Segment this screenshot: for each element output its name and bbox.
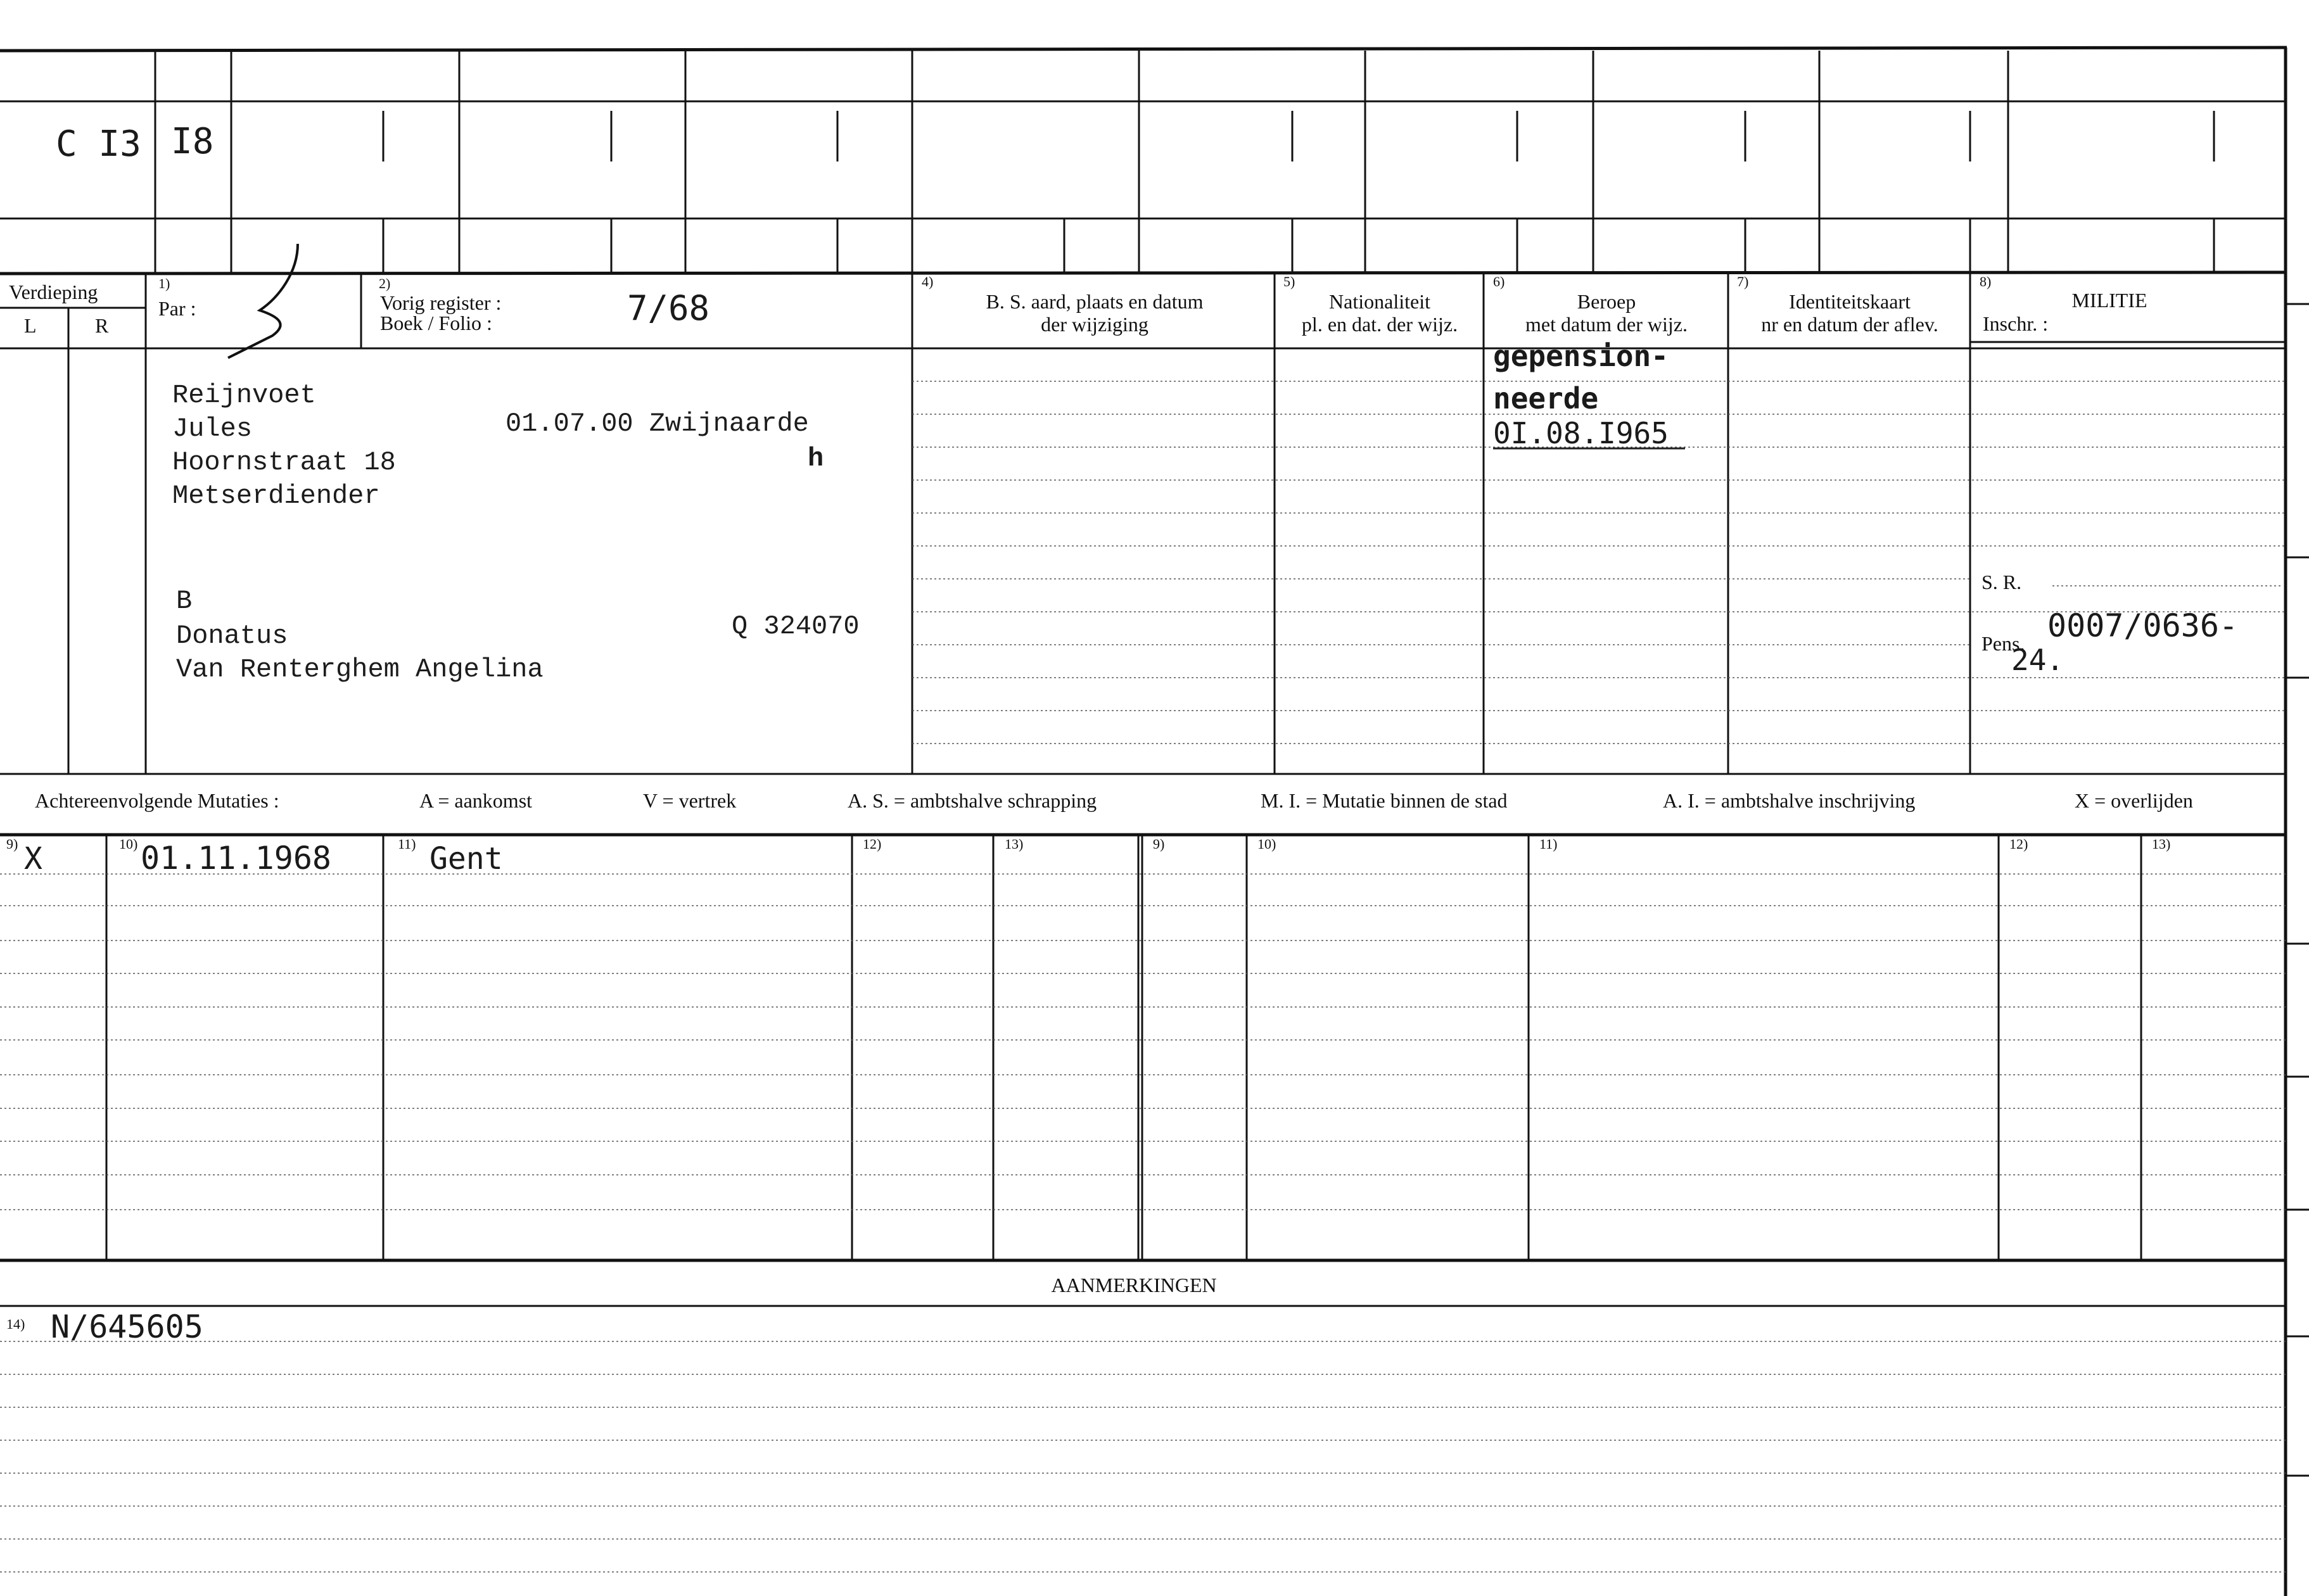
- civil-status: B: [176, 586, 193, 616]
- aanmerkingen-label: AANMERKINGEN: [1051, 1274, 1217, 1296]
- surname: Reijnvoet: [172, 380, 316, 410]
- top-grid: [0, 48, 2287, 1596]
- identiteitskaart-label: Identiteitskaart: [1789, 290, 1911, 313]
- footnote-10-right: 10): [1257, 836, 1276, 852]
- margin-ticks: [2286, 304, 2309, 1476]
- par-label: Par :: [158, 297, 196, 320]
- legend-mi: M. I. = Mutatie binnen de stad: [1261, 789, 1508, 812]
- legend-v: V = vertrek: [643, 789, 737, 812]
- footnote-14: 14): [6, 1316, 25, 1332]
- spouse-name: Van Renterghem Angelina: [176, 654, 544, 685]
- card-number: I8: [171, 121, 214, 162]
- footnote-1: 1): [158, 276, 170, 291]
- beroep-date: 0I.08.I965: [1493, 416, 1669, 450]
- inschr-label: Inschr. :: [1983, 312, 2049, 335]
- footnote-11-right: 11): [1539, 836, 1558, 852]
- footnote-13: 13): [1005, 836, 1024, 852]
- mutation-place: Gent: [429, 841, 503, 877]
- pens-label: Pens.: [1981, 632, 2025, 655]
- legend-x: X = overlijden: [2075, 789, 2193, 812]
- mutation-date: 01.11.1968: [141, 840, 332, 877]
- remark-value: N/645605: [51, 1308, 203, 1345]
- beroep-value-1: gepension-: [1493, 339, 1669, 373]
- legend-a: A = aankomst: [419, 789, 533, 812]
- identiteitskaart-label-2: nr en datum der aflev.: [1761, 313, 1938, 336]
- footnote-7: 7): [1737, 274, 1749, 289]
- mutations-title: Achtereenvolgende Mutaties :: [35, 789, 279, 812]
- address: Hoornstraat 18: [172, 447, 396, 478]
- verdieping-label: Verdieping: [9, 281, 98, 303]
- vorig-register-value: 7/68: [627, 288, 710, 328]
- militie-label: MILITIE: [2071, 289, 2147, 312]
- footnote-9: 9): [6, 836, 18, 852]
- nationaliteit-label-2: pl. en dat. der wijz.: [1301, 313, 1458, 336]
- footnote-9-right: 9): [1153, 836, 1165, 852]
- nationaliteit-label: Nationaliteit: [1329, 290, 1430, 313]
- floor-l-label: L: [24, 314, 37, 337]
- footnote-8: 8): [1980, 274, 1992, 289]
- footnote-12-right: 12): [2009, 836, 2028, 852]
- par-signature-mark: [228, 244, 298, 358]
- footnote-2: 2): [379, 276, 391, 291]
- footnote-4: 4): [922, 274, 934, 289]
- legend-as: A. S. = ambtshalve schrapping: [848, 789, 1097, 812]
- sr-label: S. R.: [1981, 571, 2022, 593]
- bs-label: B. S. aard, plaats en datum: [986, 290, 1204, 313]
- pens-value-1: 0007/0636-: [2047, 607, 2239, 644]
- bs-label-2: der wijziging: [1041, 313, 1148, 336]
- header-row: [0, 274, 2286, 774]
- remarks-lines: [0, 1341, 2286, 1572]
- beroep-label-2: met datum der wijz.: [1525, 313, 1688, 336]
- mark-h: h: [808, 443, 824, 474]
- footnote-11: 11): [398, 836, 416, 852]
- footnote-13-right: 13): [2152, 836, 2171, 852]
- beroep-label: Beroep: [1577, 290, 1636, 313]
- occupation: Metserdiender: [172, 481, 380, 511]
- vorig-register-label: Vorig register :: [380, 291, 502, 314]
- beroep-value-2: neerde: [1493, 381, 1599, 415]
- footnote-6: 6): [1493, 274, 1505, 289]
- footnote-5: 5): [1283, 274, 1295, 289]
- pens-value-2: 24.: [2011, 643, 2064, 677]
- first-name: Jules: [172, 414, 253, 444]
- birth-date-place: 01.07.00 Zwijnaarde: [506, 408, 809, 439]
- spouse-first-name: Donatus: [176, 621, 288, 651]
- floor-r-label: R: [95, 314, 109, 337]
- mutation-code: X: [24, 841, 42, 877]
- mutations-table: [0, 835, 2286, 1260]
- id-code: Q 324070: [732, 611, 860, 642]
- footnote-10: 10): [119, 836, 138, 852]
- card-code: C I3: [56, 124, 141, 165]
- legend-ai: A. I. = ambtshalve inschrijving: [1663, 789, 1916, 812]
- boek-folio-label: Boek / Folio :: [380, 312, 492, 334]
- footnote-12: 12): [863, 836, 882, 852]
